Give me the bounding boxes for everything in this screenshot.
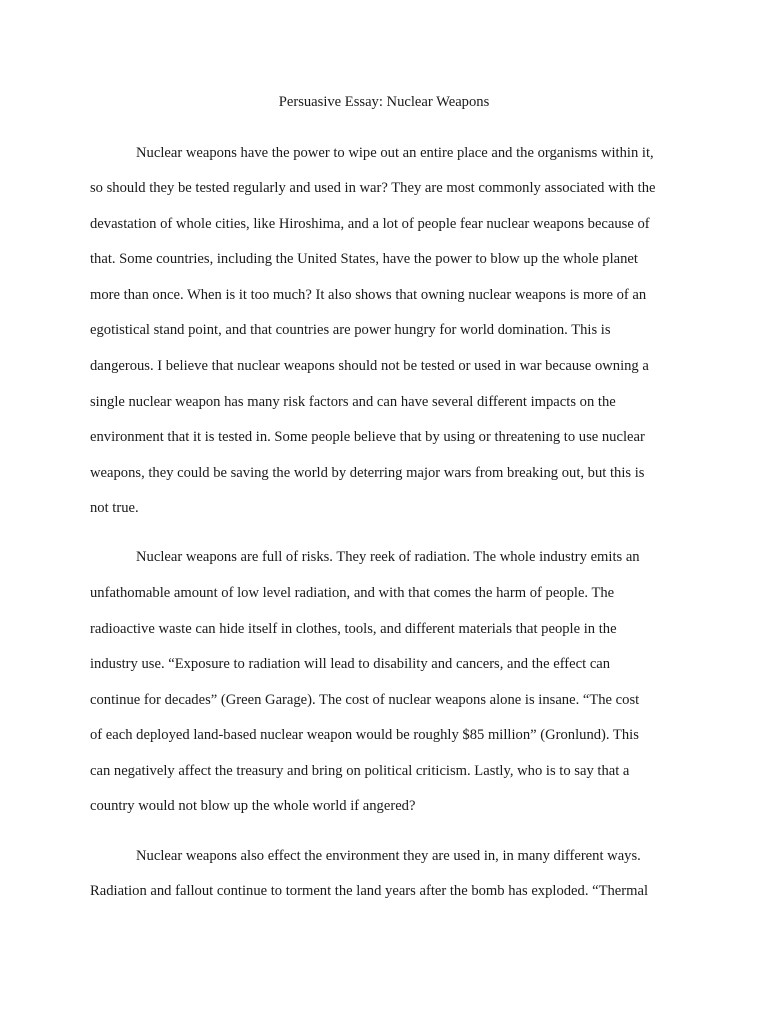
paragraph-2-line: can negatively affect the treasury and bring on political criticism. Lastly, who is to say that a: [90, 763, 630, 779]
paragraph-2-line: of each deployed land-based nuclear weapon would be roughly $85 million” (Gronlund). This: [90, 727, 639, 743]
paragraph-1-line: so should they be tested regularly and used in war? They are most commonly associated with the: [90, 180, 656, 196]
paragraph-2-line: radioactive waste can hide itself in clothes, tools, and different materials that people in the: [90, 621, 617, 637]
paragraph-3-line: Nuclear weapons also effect the environment they are used in, in many different ways.: [136, 848, 641, 864]
paragraph-1-line: weapons, they could be saving the world by deterring major wars from breaking out, but this is: [90, 465, 645, 481]
paragraph-1-line: devastation of whole cities, like Hiroshima, and a lot of people fear nuclear weapons because of: [90, 216, 650, 232]
page-title: Persuasive Essay: Nuclear Weapons: [278, 94, 490, 110]
paragraph-2-line: industry use. “Exposure to radiation will lead to disability and cancers, and the effect can: [90, 656, 611, 672]
paragraph-1-line: Nuclear weapons have the power to wipe out an entire place and the organisms within it,: [136, 145, 654, 161]
paragraph-1-line: not true.: [90, 500, 139, 516]
paragraph-2-line: unfathomable amount of low level radiation, and with that comes the harm of people. The: [90, 585, 615, 601]
paragraph-3-line: Radiation and fallout continue to torment the land years after the bomb has exploded. “Thermal: [90, 883, 649, 899]
paragraph-1-line: more than once. When is it too much? It also shows that owning nuclear weapons is more of an: [90, 287, 647, 303]
paragraph-1-line: single nuclear weapon has many risk factors and can have several different impacts on the: [90, 394, 616, 410]
paragraph-2-line: country would not blow up the whole world if angered?: [90, 798, 416, 814]
paragraph-2-line: continue for decades” (Green Garage). The cost of nuclear weapons alone is insane. “The cost: [90, 692, 640, 708]
paragraph-2-line: Nuclear weapons are full of risks. They reek of radiation. The whole industry emits an: [136, 549, 640, 565]
paragraph-1-line: that. Some countries, including the United States, have the power to blow up the whole planet: [90, 251, 638, 267]
paragraph-1-line: dangerous. I believe that nuclear weapons should not be tested or used in war because owning a: [90, 358, 649, 374]
paragraph-1-line: environment that it is tested in. Some people believe that by using or threatening to use nuclear: [90, 429, 645, 445]
paragraph-1-line: egotistical stand point, and that countries are power hungry for world domination. This is: [90, 322, 611, 338]
